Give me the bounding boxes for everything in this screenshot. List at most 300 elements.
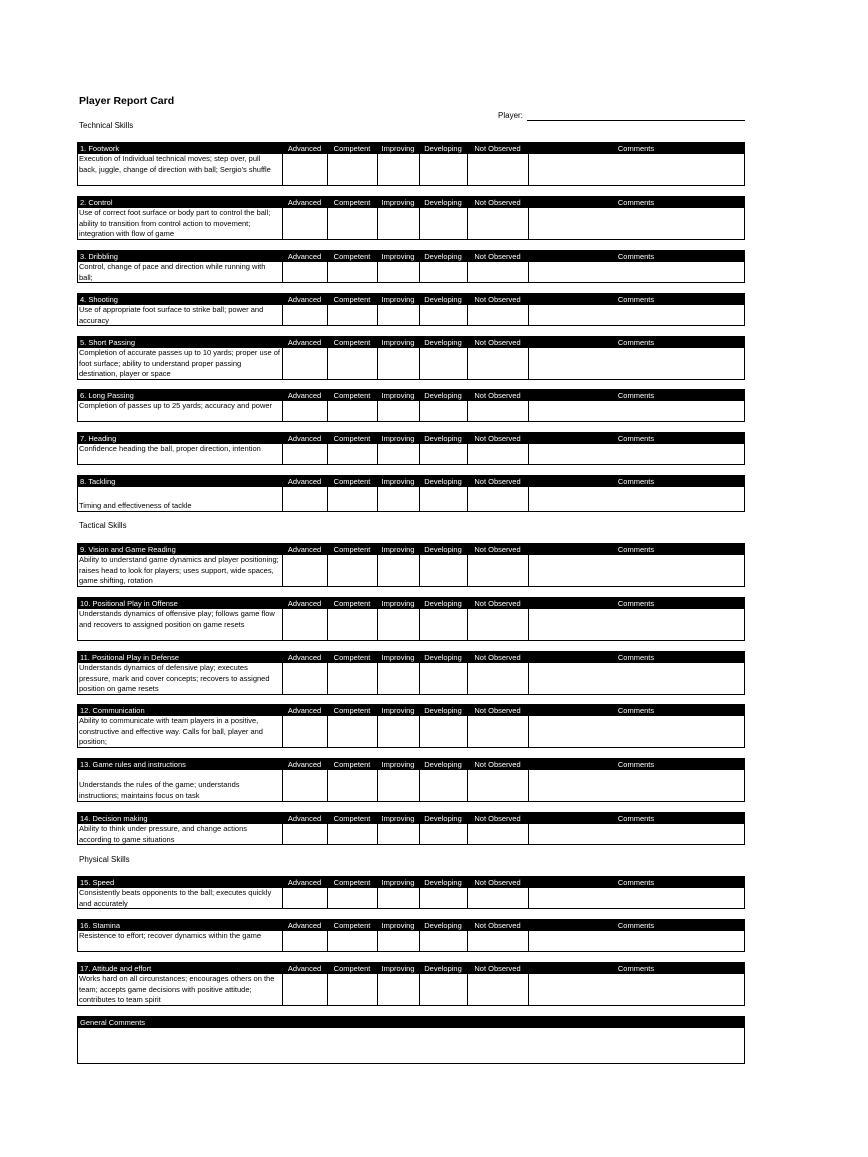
skill-description-text: Execution of Individual technical moves; step over, pull back, juggle, change of direction with ball; Sergio's shuffle — [79, 154, 271, 174]
rating-cell-developing[interactable] — [419, 663, 467, 694]
rating-cell-not-observed[interactable] — [467, 444, 528, 464]
rating-cell-developing[interactable] — [419, 262, 467, 282]
comments-cell[interactable] — [528, 262, 744, 282]
column-header-comments: Comments — [617, 477, 655, 486]
skill-description-text: Understands the rules of the game; understands instructions; maintains focus on task — [79, 780, 240, 800]
column-header-improving: Improving — [381, 545, 415, 554]
rating-cell-advanced[interactable] — [282, 348, 327, 379]
skill-block — [77, 962, 745, 1006]
rating-cell-not-observed[interactable] — [467, 208, 528, 239]
skill-description — [78, 824, 282, 844]
column-header-not-observed: Not Observed — [474, 252, 521, 261]
skill-description-text: Use of correct foot surface or body part to control the ball; ability to transition from control action to movement; integration with flow of game — [79, 208, 271, 238]
rating-cell-not-observed[interactable] — [467, 824, 528, 844]
rating-cell-not-observed[interactable] — [467, 348, 528, 379]
column-header-improving: Improving — [381, 434, 415, 443]
column-header-improving: Improving — [381, 198, 415, 207]
rating-cell-developing[interactable] — [419, 154, 467, 185]
skill-description-text: Resistence to effort; recover dynamics within the game — [79, 931, 262, 940]
skill-description — [78, 974, 282, 1005]
skill-description — [78, 348, 282, 379]
skill-description — [78, 305, 282, 325]
comments-cell[interactable] — [528, 716, 744, 747]
rating-cell-improving[interactable] — [377, 154, 419, 185]
rating-cell-developing[interactable] — [419, 305, 467, 325]
column-header-comments: Comments — [617, 878, 655, 887]
column-header-comments: Comments — [617, 434, 655, 443]
skill-header-row — [78, 294, 744, 305]
rating-cell-advanced[interactable] — [282, 154, 327, 185]
skill-header-row — [78, 544, 744, 555]
skill-name: 7. Heading — [80, 434, 117, 443]
skill-description-text: Ability to understand game dynamics and player positioning; raises head to look for players; uses support, wide spaces, game shifting, rotation — [79, 555, 279, 585]
rating-cell-competent[interactable] — [327, 609, 377, 640]
column-header-competent: Competent — [333, 545, 371, 554]
column-header-comments: Comments — [617, 545, 655, 554]
skill-description — [78, 262, 282, 282]
column-header-advanced: Advanced — [287, 653, 322, 662]
column-header-developing: Developing — [424, 252, 462, 261]
column-header-not-observed: Not Observed — [474, 434, 521, 443]
column-header-improving: Improving — [381, 252, 415, 261]
skill-name: 1. Footwork — [80, 144, 120, 153]
rating-cell-competent[interactable] — [327, 487, 377, 511]
column-header-developing: Developing — [424, 599, 462, 608]
column-header-advanced: Advanced — [287, 391, 322, 400]
skill-description — [78, 401, 282, 421]
section-tactical-skills: Tactical Skills — [79, 521, 127, 530]
skill-name: 17. Attitude and effort — [80, 964, 152, 973]
rating-cell-developing[interactable] — [419, 716, 467, 747]
column-header-not-observed: Not Observed — [474, 814, 521, 823]
rating-cell-competent[interactable] — [327, 444, 377, 464]
column-header-advanced: Advanced — [287, 599, 322, 608]
skill-block — [77, 336, 745, 380]
column-header-not-observed: Not Observed — [474, 144, 521, 153]
skill-block — [77, 389, 745, 422]
column-header-improving: Improving — [381, 921, 415, 930]
rating-cell-advanced[interactable] — [282, 401, 327, 421]
skill-description-text: Timing and effectiveness of tackle — [79, 500, 192, 510]
general-comments-header: General Comments — [78, 1017, 744, 1028]
skill-header-row — [78, 433, 744, 444]
column-header-competent: Competent — [333, 653, 371, 662]
column-header-not-observed: Not Observed — [474, 760, 521, 769]
rating-cell-improving[interactable] — [377, 770, 419, 801]
comments-cell[interactable] — [528, 401, 744, 421]
column-header-advanced: Advanced — [287, 814, 322, 823]
column-header-comments: Comments — [617, 921, 655, 930]
rating-cell-competent[interactable] — [327, 348, 377, 379]
skill-block — [77, 543, 745, 587]
column-header-not-observed: Not Observed — [474, 653, 521, 662]
skill-name: 11. Positional Play in Defense — [80, 653, 180, 662]
column-header-competent: Competent — [333, 921, 371, 930]
column-header-developing: Developing — [424, 338, 462, 347]
skill-description-text: Confidence heading the ball, proper direction, intention — [79, 444, 261, 453]
comments-cell[interactable] — [528, 609, 744, 640]
skill-block — [77, 704, 745, 748]
column-header-developing: Developing — [424, 760, 462, 769]
comments-cell[interactable] — [528, 348, 744, 379]
column-header-advanced: Advanced — [287, 295, 322, 304]
comments-cell[interactable] — [528, 154, 744, 185]
skill-header-row — [78, 476, 744, 487]
rating-cell-advanced[interactable] — [282, 609, 327, 640]
skill-description — [78, 487, 282, 511]
column-header-developing: Developing — [424, 545, 462, 554]
rating-cell-developing[interactable] — [419, 487, 467, 511]
skill-rating-row — [78, 401, 744, 421]
column-header-advanced: Advanced — [287, 477, 322, 486]
column-header-developing: Developing — [424, 814, 462, 823]
rating-cell-competent[interactable] — [327, 208, 377, 239]
skill-block — [77, 876, 745, 909]
rating-cell-competent[interactable] — [327, 305, 377, 325]
column-header-developing: Developing — [424, 653, 462, 662]
rating-cell-advanced[interactable] — [282, 931, 327, 951]
rating-cell-competent[interactable] — [327, 555, 377, 586]
rating-cell-not-observed[interactable] — [467, 770, 528, 801]
rating-cell-advanced[interactable] — [282, 555, 327, 586]
column-header-comments: Comments — [617, 964, 655, 973]
column-header-not-observed: Not Observed — [474, 878, 521, 887]
column-header-not-observed: Not Observed — [474, 295, 521, 304]
column-header-comments: Comments — [617, 814, 655, 823]
rating-cell-not-observed[interactable] — [467, 555, 528, 586]
skill-header-row — [78, 877, 744, 888]
skill-block — [77, 758, 745, 802]
rating-cell-advanced[interactable] — [282, 770, 327, 801]
rating-cell-not-observed[interactable] — [467, 305, 528, 325]
column-header-competent: Competent — [333, 878, 371, 887]
column-header-improving: Improving — [381, 706, 415, 715]
column-header-improving: Improving — [381, 144, 415, 153]
skill-rating-row — [78, 487, 744, 511]
skill-header-row — [78, 197, 744, 208]
comments-cell[interactable] — [528, 487, 744, 511]
column-header-advanced: Advanced — [287, 706, 322, 715]
rating-cell-developing[interactable] — [419, 444, 467, 464]
skill-name: 10. Positional Play in Offense — [80, 599, 178, 608]
column-header-advanced: Advanced — [287, 144, 322, 153]
column-header-comments: Comments — [617, 198, 655, 207]
column-header-comments: Comments — [617, 338, 655, 347]
rating-cell-improving[interactable] — [377, 716, 419, 747]
skill-description-text: Control, change of pace and direction while running with ball; — [79, 262, 266, 282]
skill-rating-row — [78, 208, 744, 239]
rating-cell-advanced[interactable] — [282, 663, 327, 694]
skill-rating-row — [78, 348, 744, 379]
skill-name: 13. Game rules and instructions — [80, 760, 186, 769]
section-physical-skills: Physical Skills — [79, 855, 130, 864]
column-header-competent: Competent — [333, 964, 371, 973]
skill-name: 12. Communication — [80, 706, 145, 715]
column-header-improving: Improving — [381, 814, 415, 823]
column-header-advanced: Advanced — [287, 198, 322, 207]
skill-block — [77, 597, 745, 641]
rating-cell-improving[interactable] — [377, 609, 419, 640]
skill-description — [78, 770, 282, 801]
rating-cell-advanced[interactable] — [282, 824, 327, 844]
column-header-comments: Comments — [617, 599, 655, 608]
column-header-improving: Improving — [381, 653, 415, 662]
rating-cell-not-observed[interactable] — [467, 401, 528, 421]
skill-name: 15. Speed — [80, 878, 115, 887]
rating-cell-advanced[interactable] — [282, 974, 327, 1005]
rating-cell-competent[interactable] — [327, 663, 377, 694]
skill-header-row — [78, 705, 744, 716]
column-header-comments: Comments — [617, 391, 655, 400]
rating-cell-not-observed[interactable] — [467, 487, 528, 511]
column-header-advanced: Advanced — [287, 252, 322, 261]
rating-cell-improving[interactable] — [377, 401, 419, 421]
skill-header-row — [78, 337, 744, 348]
column-header-improving: Improving — [381, 477, 415, 486]
rating-cell-competent[interactable] — [327, 824, 377, 844]
skill-name: 5. Short Passing — [80, 338, 136, 347]
comments-cell[interactable] — [528, 974, 744, 1005]
skill-block — [77, 142, 745, 186]
rating-cell-improving[interactable] — [377, 974, 419, 1005]
skill-header-row — [78, 598, 744, 609]
rating-cell-competent[interactable] — [327, 716, 377, 747]
rating-cell-developing[interactable] — [419, 974, 467, 1005]
skill-description-text: Completion of accurate passes up to 10 yards; proper use of foot surface; ability to understand proper passing destination, player or space — [79, 348, 280, 378]
comments-cell[interactable] — [528, 444, 744, 464]
rating-cell-competent[interactable] — [327, 974, 377, 1005]
column-header-not-observed: Not Observed — [474, 921, 521, 930]
general-comments-box[interactable] — [77, 1016, 745, 1064]
column-header-improving: Improving — [381, 295, 415, 304]
rating-cell-not-observed[interactable] — [467, 262, 528, 282]
column-header-developing: Developing — [424, 295, 462, 304]
rating-cell-not-observed[interactable] — [467, 609, 528, 640]
column-header-comments: Comments — [617, 760, 655, 769]
skill-header-row — [78, 963, 744, 974]
comments-cell[interactable] — [528, 208, 744, 239]
skill-block — [77, 196, 745, 240]
rating-cell-improving[interactable] — [377, 888, 419, 908]
comments-cell[interactable] — [528, 555, 744, 586]
rating-cell-not-observed[interactable] — [467, 888, 528, 908]
column-header-competent: Competent — [333, 252, 371, 261]
column-header-not-observed: Not Observed — [474, 599, 521, 608]
rating-cell-developing[interactable] — [419, 931, 467, 951]
column-header-developing: Developing — [424, 921, 462, 930]
column-header-advanced: Advanced — [287, 760, 322, 769]
column-header-competent: Competent — [333, 198, 371, 207]
rating-cell-competent[interactable] — [327, 770, 377, 801]
rating-cell-developing[interactable] — [419, 208, 467, 239]
skill-description — [78, 716, 282, 747]
rating-cell-advanced[interactable] — [282, 262, 327, 282]
skill-description-text: Use of appropriate foot surface to strike ball; power and accuracy — [79, 305, 264, 325]
skill-rating-row — [78, 305, 744, 325]
skill-description — [78, 555, 282, 586]
skill-description — [78, 208, 282, 239]
column-header-comments: Comments — [617, 706, 655, 715]
skill-block — [77, 250, 745, 283]
rating-cell-improving[interactable] — [377, 931, 419, 951]
skill-rating-row — [78, 609, 744, 640]
rating-cell-competent[interactable] — [327, 262, 377, 282]
rating-cell-advanced[interactable] — [282, 208, 327, 239]
column-header-developing: Developing — [424, 964, 462, 973]
rating-cell-developing[interactable] — [419, 824, 467, 844]
player-label: Player: — [498, 111, 523, 120]
column-header-improving: Improving — [381, 964, 415, 973]
rating-cell-not-observed[interactable] — [467, 154, 528, 185]
skill-header-row — [78, 251, 744, 262]
comments-cell[interactable] — [528, 770, 744, 801]
skill-description — [78, 154, 282, 185]
column-header-competent: Competent — [333, 477, 371, 486]
skill-header-row — [78, 759, 744, 770]
comments-cell[interactable] — [528, 931, 744, 951]
rating-cell-advanced[interactable] — [282, 716, 327, 747]
column-header-advanced: Advanced — [287, 964, 322, 973]
column-header-competent: Competent — [333, 599, 371, 608]
rating-cell-improving[interactable] — [377, 348, 419, 379]
skill-header-row — [78, 652, 744, 663]
column-header-improving: Improving — [381, 599, 415, 608]
rating-cell-advanced[interactable] — [282, 444, 327, 464]
rating-cell-advanced[interactable] — [282, 888, 327, 908]
column-header-advanced: Advanced — [287, 921, 322, 930]
column-header-improving: Improving — [381, 760, 415, 769]
column-header-not-observed: Not Observed — [474, 198, 521, 207]
skill-rating-row — [78, 555, 744, 586]
column-header-improving: Improving — [381, 338, 415, 347]
column-header-advanced: Advanced — [287, 338, 322, 347]
skill-name: 9. Vision and Game Reading — [80, 545, 176, 554]
skill-block — [77, 432, 745, 465]
column-header-comments: Comments — [617, 653, 655, 662]
rating-cell-competent[interactable] — [327, 931, 377, 951]
column-header-competent: Competent — [333, 814, 371, 823]
rating-cell-advanced[interactable] — [282, 487, 327, 511]
column-header-competent: Competent — [333, 391, 371, 400]
skill-rating-row — [78, 931, 744, 951]
skill-rating-row — [78, 888, 744, 908]
comments-cell[interactable] — [528, 824, 744, 844]
column-header-developing: Developing — [424, 144, 462, 153]
skill-description-text: Consistently beats opponents to the ball; executes quickly and accurately — [79, 888, 272, 908]
column-header-competent: Competent — [333, 706, 371, 715]
rating-cell-improving[interactable] — [377, 824, 419, 844]
skill-description-text: Ability to think under pressure, and change actions according to game situations — [79, 824, 248, 844]
column-header-advanced: Advanced — [287, 545, 322, 554]
comments-cell[interactable] — [528, 663, 744, 694]
skill-block — [77, 651, 745, 695]
column-header-developing: Developing — [424, 198, 462, 207]
rating-cell-improving[interactable] — [377, 208, 419, 239]
rating-cell-competent[interactable] — [327, 401, 377, 421]
comments-cell[interactable] — [528, 888, 744, 908]
skill-header-row — [78, 920, 744, 931]
column-header-not-observed: Not Observed — [474, 338, 521, 347]
skill-name: 16. Stamina — [80, 921, 121, 930]
skill-description — [78, 888, 282, 908]
rating-cell-developing[interactable] — [419, 555, 467, 586]
rating-cell-improving[interactable] — [377, 487, 419, 511]
rating-cell-not-observed[interactable] — [467, 663, 528, 694]
column-header-competent: Competent — [333, 760, 371, 769]
comments-cell[interactable] — [528, 305, 744, 325]
skill-description-text: Understands dynamics of defensive play; executes pressure, mark and cover concepts; recovers to assigned position on game resets — [79, 663, 270, 693]
rating-cell-competent[interactable] — [327, 888, 377, 908]
rating-cell-improving[interactable] — [377, 555, 419, 586]
rating-cell-developing[interactable] — [419, 888, 467, 908]
player-name-field[interactable] — [527, 120, 745, 121]
skill-block — [77, 812, 745, 845]
skill-rating-row — [78, 974, 744, 1005]
page-title: Player Report Card — [79, 95, 175, 107]
skill-header-row — [78, 813, 744, 824]
skill-rating-row — [78, 262, 744, 282]
section-technical-skills: Technical Skills — [79, 121, 134, 130]
skill-rating-row — [78, 663, 744, 694]
skill-name: 8. Tackling — [80, 477, 116, 486]
rating-cell-improving[interactable] — [377, 663, 419, 694]
column-header-competent: Competent — [333, 434, 371, 443]
rating-cell-not-observed[interactable] — [467, 974, 528, 1005]
skill-name: 3. Dribbling — [80, 252, 118, 261]
skill-name: 6. Long Passing — [80, 391, 134, 400]
skill-header-row — [78, 143, 744, 154]
column-header-comments: Comments — [617, 252, 655, 261]
skill-name: 4. Shooting — [80, 295, 118, 304]
column-header-not-observed: Not Observed — [474, 477, 521, 486]
column-header-improving: Improving — [381, 878, 415, 887]
column-header-not-observed: Not Observed — [474, 706, 521, 715]
rating-cell-improving[interactable] — [377, 262, 419, 282]
rating-cell-improving[interactable] — [377, 444, 419, 464]
column-header-not-observed: Not Observed — [474, 964, 521, 973]
skill-header-row — [78, 390, 744, 401]
skill-rating-row — [78, 716, 744, 747]
skill-rating-row — [78, 444, 744, 464]
skill-rating-row — [78, 824, 744, 844]
rating-cell-not-observed[interactable] — [467, 931, 528, 951]
column-header-developing: Developing — [424, 434, 462, 443]
column-header-not-observed: Not Observed — [474, 391, 521, 400]
skill-block — [77, 475, 745, 512]
column-header-comments: Comments — [617, 295, 655, 304]
rating-cell-advanced[interactable] — [282, 305, 327, 325]
skill-block — [77, 293, 745, 326]
rating-cell-developing[interactable] — [419, 348, 467, 379]
skill-rating-row — [78, 154, 744, 185]
skill-rating-row — [78, 770, 744, 801]
rating-cell-improving[interactable] — [377, 305, 419, 325]
skill-block — [77, 919, 745, 952]
rating-cell-developing[interactable] — [419, 770, 467, 801]
skill-name: 14. Decision making — [80, 814, 148, 823]
skill-description — [78, 931, 282, 951]
skill-description-text: Ability to communicate with team players in a positive, constructive and effective way. Calls for ball, player and position; — [79, 716, 263, 746]
column-header-developing: Developing — [424, 706, 462, 715]
column-header-improving: Improving — [381, 391, 415, 400]
column-header-advanced: Advanced — [287, 434, 322, 443]
column-header-comments: Comments — [617, 144, 655, 153]
rating-cell-competent[interactable] — [327, 154, 377, 185]
rating-cell-developing[interactable] — [419, 609, 467, 640]
rating-cell-developing[interactable] — [419, 401, 467, 421]
rating-cell-not-observed[interactable] — [467, 716, 528, 747]
column-header-competent: Competent — [333, 144, 371, 153]
